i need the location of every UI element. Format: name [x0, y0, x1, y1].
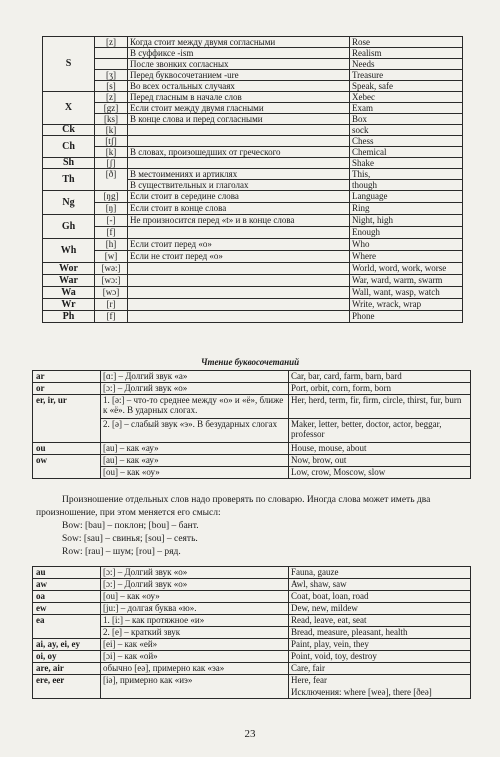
rule-cell: Если стоит в середине слова — [128, 191, 350, 203]
combo-examples: Read, leave, eat, seat — [289, 615, 471, 627]
example-cell: sock — [350, 125, 463, 136]
rule-cell — [128, 263, 350, 275]
combo-sound: [ɑ:] – Долгий звук «а» — [101, 371, 289, 383]
rule-cell — [128, 275, 350, 287]
combo-sound: обычно [eə], примерно как «эа» — [101, 663, 289, 675]
ipa-cell: [r] — [95, 299, 128, 311]
combo-sound: [ɔ:] – Долгий звук «о» — [101, 383, 289, 395]
letter-cell: Ch — [43, 136, 95, 158]
letter-cell: S — [43, 37, 95, 92]
example-cell: This, — [350, 169, 463, 180]
combo-examples: Here, fear — [289, 675, 471, 687]
combo-letters: ere, eer — [33, 675, 101, 699]
section-title: Чтение буквосочетаний — [200, 357, 300, 367]
combo-examples: Coat, boat, loan, road — [289, 591, 471, 603]
combo-examples: Car, bar, card, farm, barn, bard — [289, 371, 471, 383]
combo-sound: 1. [i:] – как протяжное «и» — [101, 615, 289, 627]
ipa-cell: [z] — [95, 92, 128, 103]
ipa-cell: [k] — [95, 147, 128, 158]
example-cell: Where — [350, 251, 463, 263]
combo-examples: Low, crow, Moscow, slow — [289, 467, 471, 479]
combo-examples: Bread, measure, pleasant, health — [289, 627, 471, 639]
combo-examples: Исключения: where [weə], there [ðeə] — [289, 687, 471, 699]
letter-cell: Wa — [43, 287, 95, 299]
combo-sound: 2. [ə] – слабый звук «э». В безударных слогах — [101, 419, 289, 443]
rule-cell: Когда стоит между двумя согласными — [128, 37, 350, 48]
ipa-cell: [ŋ] — [95, 203, 128, 215]
combo-sound: [ou] – как «оу» — [101, 467, 289, 479]
rule-cell: В конце слова и перед согласными — [128, 114, 350, 125]
letter-cell: Gh — [43, 215, 95, 239]
example-cell: War, ward, warm, swarm — [350, 275, 463, 287]
example-cell: Realism — [350, 48, 463, 59]
ipa-cell: [wɔ] — [95, 287, 128, 299]
example-cell: Shake — [350, 158, 463, 169]
rule-cell — [128, 287, 350, 299]
letter-cell: Wor — [43, 263, 95, 275]
ipa-cell — [95, 59, 128, 70]
pronunciation-note — [36, 494, 466, 559]
ipa-cell: [k] — [95, 125, 128, 136]
ipa-cell: [ð] — [95, 169, 128, 191]
combo-examples: Paint, play, vein, they — [289, 639, 471, 651]
combo-letters: ou — [33, 443, 101, 455]
letter-cell: War — [43, 275, 95, 287]
letter-cell: Wr — [43, 299, 95, 311]
combo-letters: ow — [33, 455, 101, 479]
example-cell: Rose — [350, 37, 463, 48]
combo-sound: 1. [ə:] – что-то среднее между «о» и «ё», ближе к «ё». В ударных слогах. — [101, 395, 289, 419]
page-number: 23 — [244, 728, 256, 740]
example-cell: Wall, want, wasp, watch — [350, 287, 463, 299]
rule-cell — [128, 311, 350, 323]
letter-cell: Wh — [43, 239, 95, 263]
combo-letters: oa — [33, 591, 101, 603]
ipa-cell: [f] — [95, 311, 128, 323]
ipa-cell: [ʃ] — [95, 158, 128, 169]
ipa-cell: [ʒ] — [95, 70, 128, 81]
combinations-table-2 — [32, 566, 471, 699]
combo-examples: Awl, shaw, saw — [289, 579, 471, 591]
example-cell: Xebec — [350, 92, 463, 103]
ipa-cell: [ks] — [95, 114, 128, 125]
rule-cell — [128, 299, 350, 311]
rule-cell: Во всех остальных случаях — [128, 81, 350, 92]
letter-cell: Ck — [43, 125, 95, 136]
combo-letters: aw — [33, 579, 101, 591]
letter-cell: Sh — [43, 158, 95, 169]
example-cell: World, word, work, worse — [350, 263, 463, 275]
rule-cell — [128, 125, 350, 136]
combo-examples: Point, void, toy, destroy — [289, 651, 471, 663]
rule-cell: В словах, произошедших от греческого — [128, 147, 350, 158]
combo-letters: ew — [33, 603, 101, 615]
example-cell: Who — [350, 239, 463, 251]
letter-cell: X — [43, 92, 95, 125]
example-cell: Ring — [350, 203, 463, 215]
combo-examples: Maker, letter, better, doctor, actor, beggar, professor — [289, 419, 471, 443]
combo-letters: er, ir, ur — [33, 395, 101, 443]
rule-cell — [128, 136, 350, 147]
rule-cell: В местоимениях и артиклях — [128, 169, 350, 180]
combo-sound: [ɔi] – как «ой» — [101, 651, 289, 663]
ipa-cell: [wɔ:] — [95, 275, 128, 287]
ipa-cell: [z] — [95, 37, 128, 48]
rule-cell — [128, 158, 350, 169]
combinations-table-1 — [32, 370, 471, 479]
ipa-cell: [-] — [95, 215, 128, 227]
combo-examples: Care, fair — [289, 663, 471, 675]
combo-sound: [ou] – как «оу» — [101, 591, 289, 603]
letter-cell: Ng — [43, 191, 95, 215]
ipa-cell: [wə:] — [95, 263, 128, 275]
example-cell: though — [350, 180, 463, 191]
combo-letters: ar — [33, 371, 101, 383]
combo-letters: or — [33, 383, 101, 395]
example-cell: Needs — [350, 59, 463, 70]
ipa-cell: [gz] — [95, 103, 128, 114]
rule-cell: Перед буквосочетанием -ure — [128, 70, 350, 81]
combo-sound: [ei] – как «ей» — [101, 639, 289, 651]
example-cell: Box — [350, 114, 463, 125]
letter-cell: Ph — [43, 311, 95, 323]
combo-letters: oi, oy — [33, 651, 101, 663]
letter-rules-table — [42, 36, 463, 323]
example-cell: Speak, safe — [350, 81, 463, 92]
combo-sound: [iə], примерно как «иэ» — [101, 675, 289, 699]
rule-cell: Перед гласным в начале слов — [128, 92, 350, 103]
example-cell: Enough — [350, 227, 463, 239]
note-example: Bow: [bau] – поклон; [bou] – бант. — [62, 521, 199, 531]
ipa-cell: [tʃ] — [95, 136, 128, 147]
example-cell: Phone — [350, 311, 463, 323]
combo-sound: [au] – как «ау» — [101, 455, 289, 467]
example-cell: Chess — [350, 136, 463, 147]
rule-cell: Если не стоит перед «o» — [128, 251, 350, 263]
note-example: Row: [rau] – шум; [rou] – ряд. — [62, 547, 181, 557]
ipa-cell: [h] — [95, 239, 128, 251]
example-cell: Night, high — [350, 215, 463, 227]
note-intro: Произношение отдельных слов надо проверять по словарю. Иногда слова может иметь два произношение, при этом меняется его смысл: — [36, 495, 431, 518]
rule-cell: Не произносится перед «t» и в конце слова — [128, 215, 350, 227]
example-cell: Write, wrack, wrap — [350, 299, 463, 311]
rule-cell — [128, 227, 350, 239]
combo-examples: Now, brow, out — [289, 455, 471, 467]
combo-sound: [ɔ:] – Долгий звук «о» — [101, 567, 289, 579]
rule-cell: Если стоит в конце слова — [128, 203, 350, 215]
example-cell: Language — [350, 191, 463, 203]
combo-examples: Dew, new, mildew — [289, 603, 471, 615]
combo-sound: 2. [e] – краткий звук — [101, 627, 289, 639]
rule-cell: Если стоит перед «o» — [128, 239, 350, 251]
ipa-cell: [s] — [95, 81, 128, 92]
example-cell: Exam — [350, 103, 463, 114]
combo-letters: are, air — [33, 663, 101, 675]
ipa-cell: [w] — [95, 251, 128, 263]
example-cell: Treasure — [350, 70, 463, 81]
combo-examples: Port, orbit, corn, form, born — [289, 383, 471, 395]
combo-examples: Her, herd, term, fir, firm, circle, thirst, fur, burn — [289, 395, 471, 419]
ipa-cell: [f] — [95, 227, 128, 239]
combo-letters: ai, ay, ei, ey — [33, 639, 101, 651]
rule-cell: Если стоит между двумя гласными — [128, 103, 350, 114]
note-example: Sow: [sau] – свинья; [sou] – сеять. — [62, 534, 198, 544]
combo-letters: au — [33, 567, 101, 579]
combo-sound: [ju:] – долгая буква «ю». — [101, 603, 289, 615]
combo-sound: [ɔ:] – Долгий звук «о» — [101, 579, 289, 591]
combo-sound: [au] – как «ау» — [101, 443, 289, 455]
letter-cell: Th — [43, 169, 95, 191]
combo-examples: Fauna, gauze — [289, 567, 471, 579]
combo-examples: House, mouse, about — [289, 443, 471, 455]
rule-cell: В существительных и глаголах — [128, 180, 350, 191]
rule-cell: После звонких согласных — [128, 59, 350, 70]
ipa-cell: [ŋg] — [95, 191, 128, 203]
combo-letters: ea — [33, 615, 101, 639]
rule-cell: В суффиксе -ism — [128, 48, 350, 59]
ipa-cell — [95, 48, 128, 59]
example-cell: Chemical — [350, 147, 463, 158]
